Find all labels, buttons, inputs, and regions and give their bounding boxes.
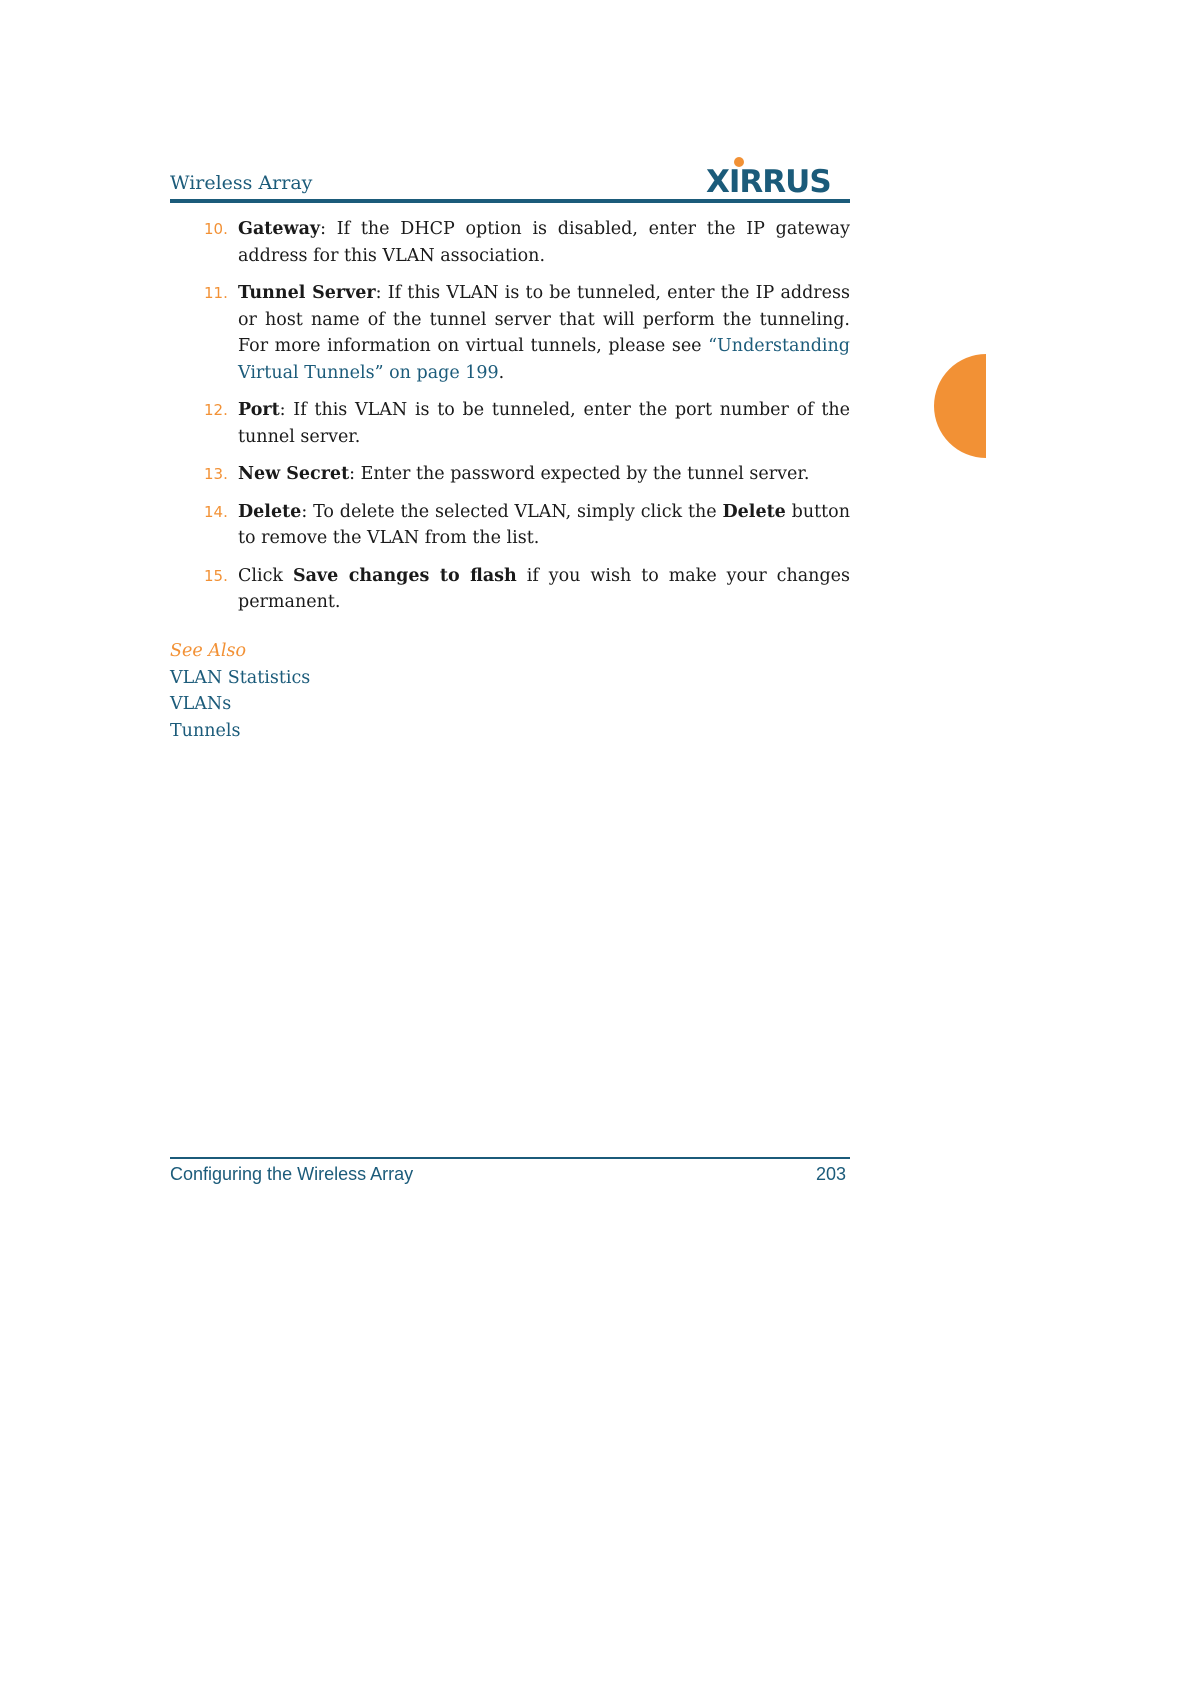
step-term: New Secret (238, 464, 350, 484)
see-also-heading: See Also (170, 641, 247, 661)
delete-button-name: Delete (722, 501, 786, 522)
svg-text:XIRRUS: XIRRUS (706, 164, 831, 196)
step-text: If this VLAN is to be tunneled, enter the IP address or host name of the tunnel server that will perform the tunneling. For more information on virtual tunnels, please see (238, 283, 850, 356)
step-gateway: 10. Gateway: If the DHCP option is disabled, enter the IP gateway address for this VLAN association. (204, 216, 850, 269)
step-text: Enter the password expected by the tunnel server. (360, 464, 810, 484)
xirrus-logo (706, 154, 846, 196)
step-port: 12. Port: If this VLAN is to be tunneled, enter the port number of the tunnel server. (204, 397, 850, 450)
step-term: Port (238, 400, 280, 420)
step-number: 13. (204, 465, 228, 483)
step-list (204, 216, 850, 627)
step-delete: 14. Delete: To delete the selected VLAN, simply click the Delete button to remove the VLAN from the list. (204, 499, 850, 552)
step-number: 11. (204, 284, 228, 302)
step-term: Tunnel Server (238, 283, 376, 303)
step-text: If this VLAN is to be tunneled, enter the port number of the tunnel server. (238, 400, 850, 447)
step-text: If the DHCP option is disabled, enter the IP gateway address for this VLAN association. (238, 219, 850, 266)
step-tunnel-server: 11. Tunnel Server: If this VLAN is to be tunneled, enter the IP address or host name of the tunnel server that will perform the tunneling. For more information on virtual tunnels, please see “Understanding Virtual Tunnels” on page 199. (204, 280, 850, 386)
page-number: 203 (815, 1164, 846, 1184)
footer-title: Configuring the Wireless Array (170, 1164, 414, 1184)
step-term: Delete (238, 501, 302, 522)
step-number: 14. (204, 502, 228, 521)
footer-rule (170, 1157, 850, 1159)
see-also-link-vlans[interactable]: VLANs (170, 694, 232, 714)
see-also-link-tunnels[interactable]: Tunnels (170, 720, 241, 741)
step-number: 12. (204, 401, 228, 419)
step-term: Gateway (238, 219, 321, 239)
step-new-secret: 13. New Secret: Enter the password expected by the tunnel server. (204, 461, 850, 488)
see-also-link-vlan-statistics[interactable]: VLAN Statistics (170, 667, 311, 688)
see-also-section (170, 638, 310, 744)
step-save-changes: 15. Click Save changes to flash if you wish to make your changes permanent. (204, 563, 850, 616)
step-number: 15. (204, 566, 228, 585)
chapter-thumb-tab (934, 354, 986, 458)
header-rule (170, 199, 850, 203)
running-header-title: Wireless Array (170, 172, 313, 194)
understanding-virtual-tunnels-link[interactable]: “Understanding Virtual Tunnels” on page 199 (238, 336, 850, 383)
save-changes-name: Save changes to flash (292, 565, 517, 586)
step-number: 10. (204, 220, 228, 238)
